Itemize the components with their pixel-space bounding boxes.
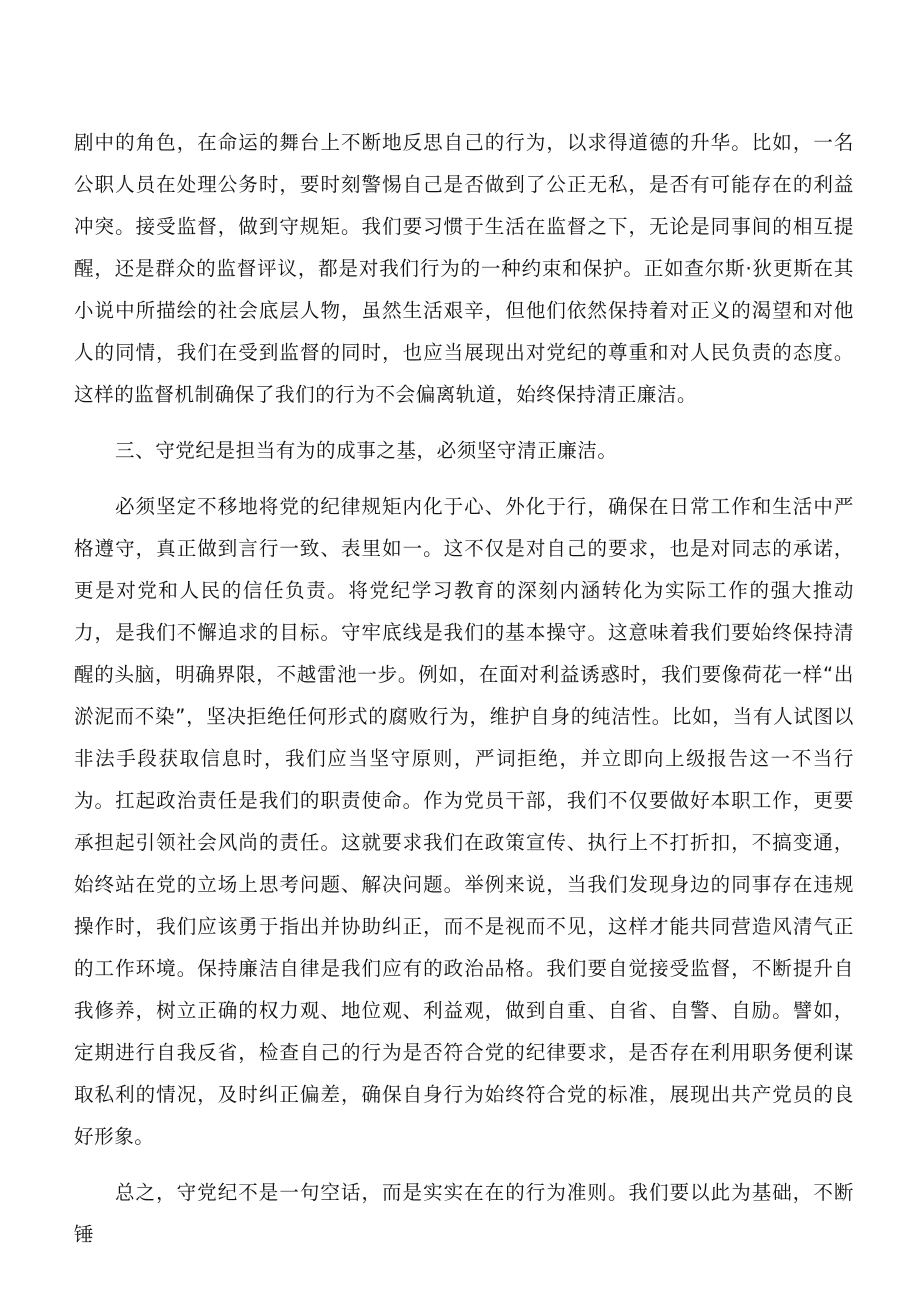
body-paragraph-continued: 剧中的角色，在命运的舞台上不断地反思自己的行为，以求得道德的升华。比如，一名公职人员在处理公务时，要时刻警惕自己是否做到了公正无私，是否有可能存在的利益冲突。接受监督，做到守规矩。我们要习惯于生活在监督之下，无论是同事间的相互提醒，还是群众的监督评议，都是对我们行为的一种约束和保护。正如查尔斯·狄更斯在其小说中所描绘的社会底层人物，虽然生活艰辛，但他们依然保持着对正义的渴望和对他人的同情，我们在受到监督的同时，也应当展现出对党纪的尊重和对人民负责的态度。这样的监督机制确保了我们的行为不会偏离轨道，始终保持清正廉洁。	[74, 131, 854, 406]
body-paragraph-section-three: 必须坚定不移地将党的纪律规矩内化于心、外化于行，确保在日常工作和生活中严格遵守，真正做到言行一致、表里如一。这不仅是对自己的要求，也是对同志的承诺，更是对党和人民的信任负责。将党纪学习教育的深刻内涵转化为实际工作的强大推动力，是我们不懈追求的目标。守牢底线是我们的基本操守。这意味着我们要始终保持清醒的头脑，明确界限，不越雷池一步。例如，在面对利益诱惑时，我们要像荷花一样“出淤泥而不染”，坚决拒绝任何形式的腐败行为，维护自身的纯洁性。比如，当有人试图以非法手段获取信息时，我们应当坚守原则，严词拒绝，并立即向上级报告这一不当行为。扛起政治责任是我们的职责使命。作为党员干部，我们不仅要做好本职工作，更要承担起引领社会风尚的责任。这就要求我们在政策宣传、执行上不打折扣，不搞变通，始终站在党的立场上思考问题、解决问题。举例来说，当我们发现身边的同事存在违规操作时，我们应该勇于指出并协助纠正，而不是视而不见，这样才能共同营造风清气正的工作环境。保持廉洁自律是我们应有的政治品格。我们要自觉接受监督，不断提升自我修养，树立正确的权力观、地位观、利益观，做到自重、自省、自警、自励。譬如，定期进行自我反省，检查自己的行为是否符合党的纪律要求，是否存在利用职务便利谋取私利的情况，及时纠正偏差，确保自身行为始终符合党的标准，展现出共产党员的良好形象。	[74, 495, 854, 1148]
body-paragraph-conclusion: 总之，守党纪不是一句空话，而是实实在在的行为准则。我们要以此为基础，不断锤	[74, 1181, 854, 1246]
section-heading-three: 三、守党纪是担当有为的成事之基，必须坚守清正廉洁。	[115, 439, 618, 462]
